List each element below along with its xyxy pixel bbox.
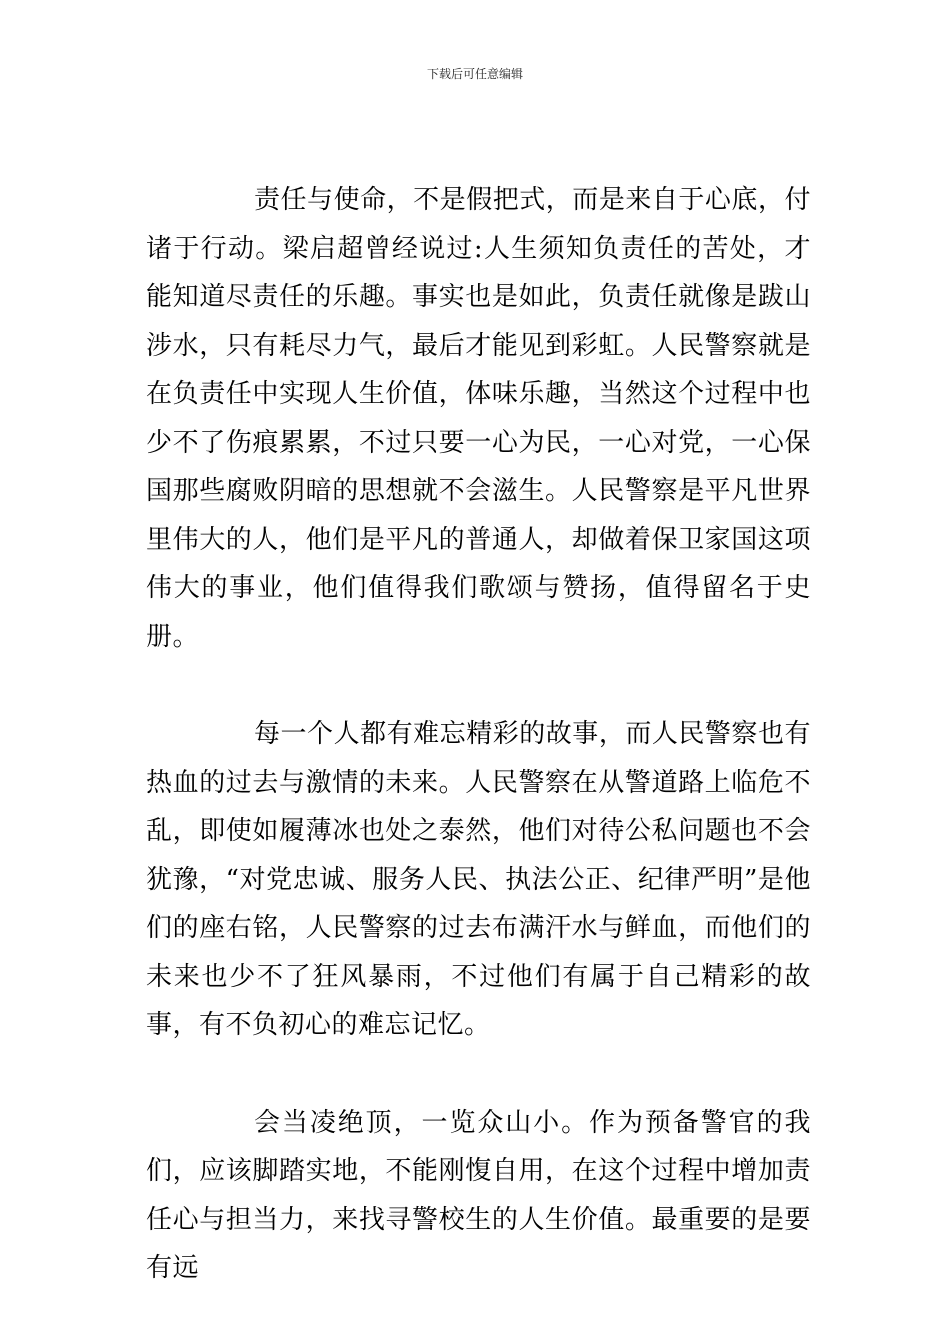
document-body xyxy=(146,176,811,1293)
page-header: 下载后可任意编辑 xyxy=(426,67,523,81)
paragraph-3: 会当凌绝顶，一览众山小。作为预备警官的我们，应该脚踏实地，不能刚愎自用，在这个过程中增加责任心与担当力，来找寻警校生的人生价值。最重要的是要有远 xyxy=(146,1107,811,1283)
paragraph-2: 每一个人都有难忘精彩的故事，而人民警察也有热血的过去与激情的未来。人民警察在从警道路上临危不乱，即使如履薄冰也处之泰然，他们对待公私问题也不会犹豫，“对党忠诚、服务人民、执法公正、纪律严明”是他们的座右铭，人民警察的过去布满汗水与鲜血，而他们的未来也少不了狂风暴雨，不过他们有属于自己精彩的故事，有不负初心的难忘记忆。 xyxy=(146,719,811,1040)
paragraph-1: 责任与使命，不是假把式，而是来自于心底，付诸于行动。梁启超曾经说过:人生须知负责任的苦处，才能知道尽责任的乐趣。事实也是如此，负责任就像是跋山涉水，只有耗尽力气，最后才能见到彩虹。人民警察就是在负责任中实现人生价值，体味乐趣，当然这个过程中也少不了伤痕累累，不过只要一心为民，一心对党，一心保国那些腐败阴暗的思想就不会滋生。人民警察是平凡世界里伟大的人，他们是平凡的普通人，却做着保卫家国这项伟大的事业，他们值得我们歌颂与赞扬，值得留名于史册。 xyxy=(146,185,811,652)
